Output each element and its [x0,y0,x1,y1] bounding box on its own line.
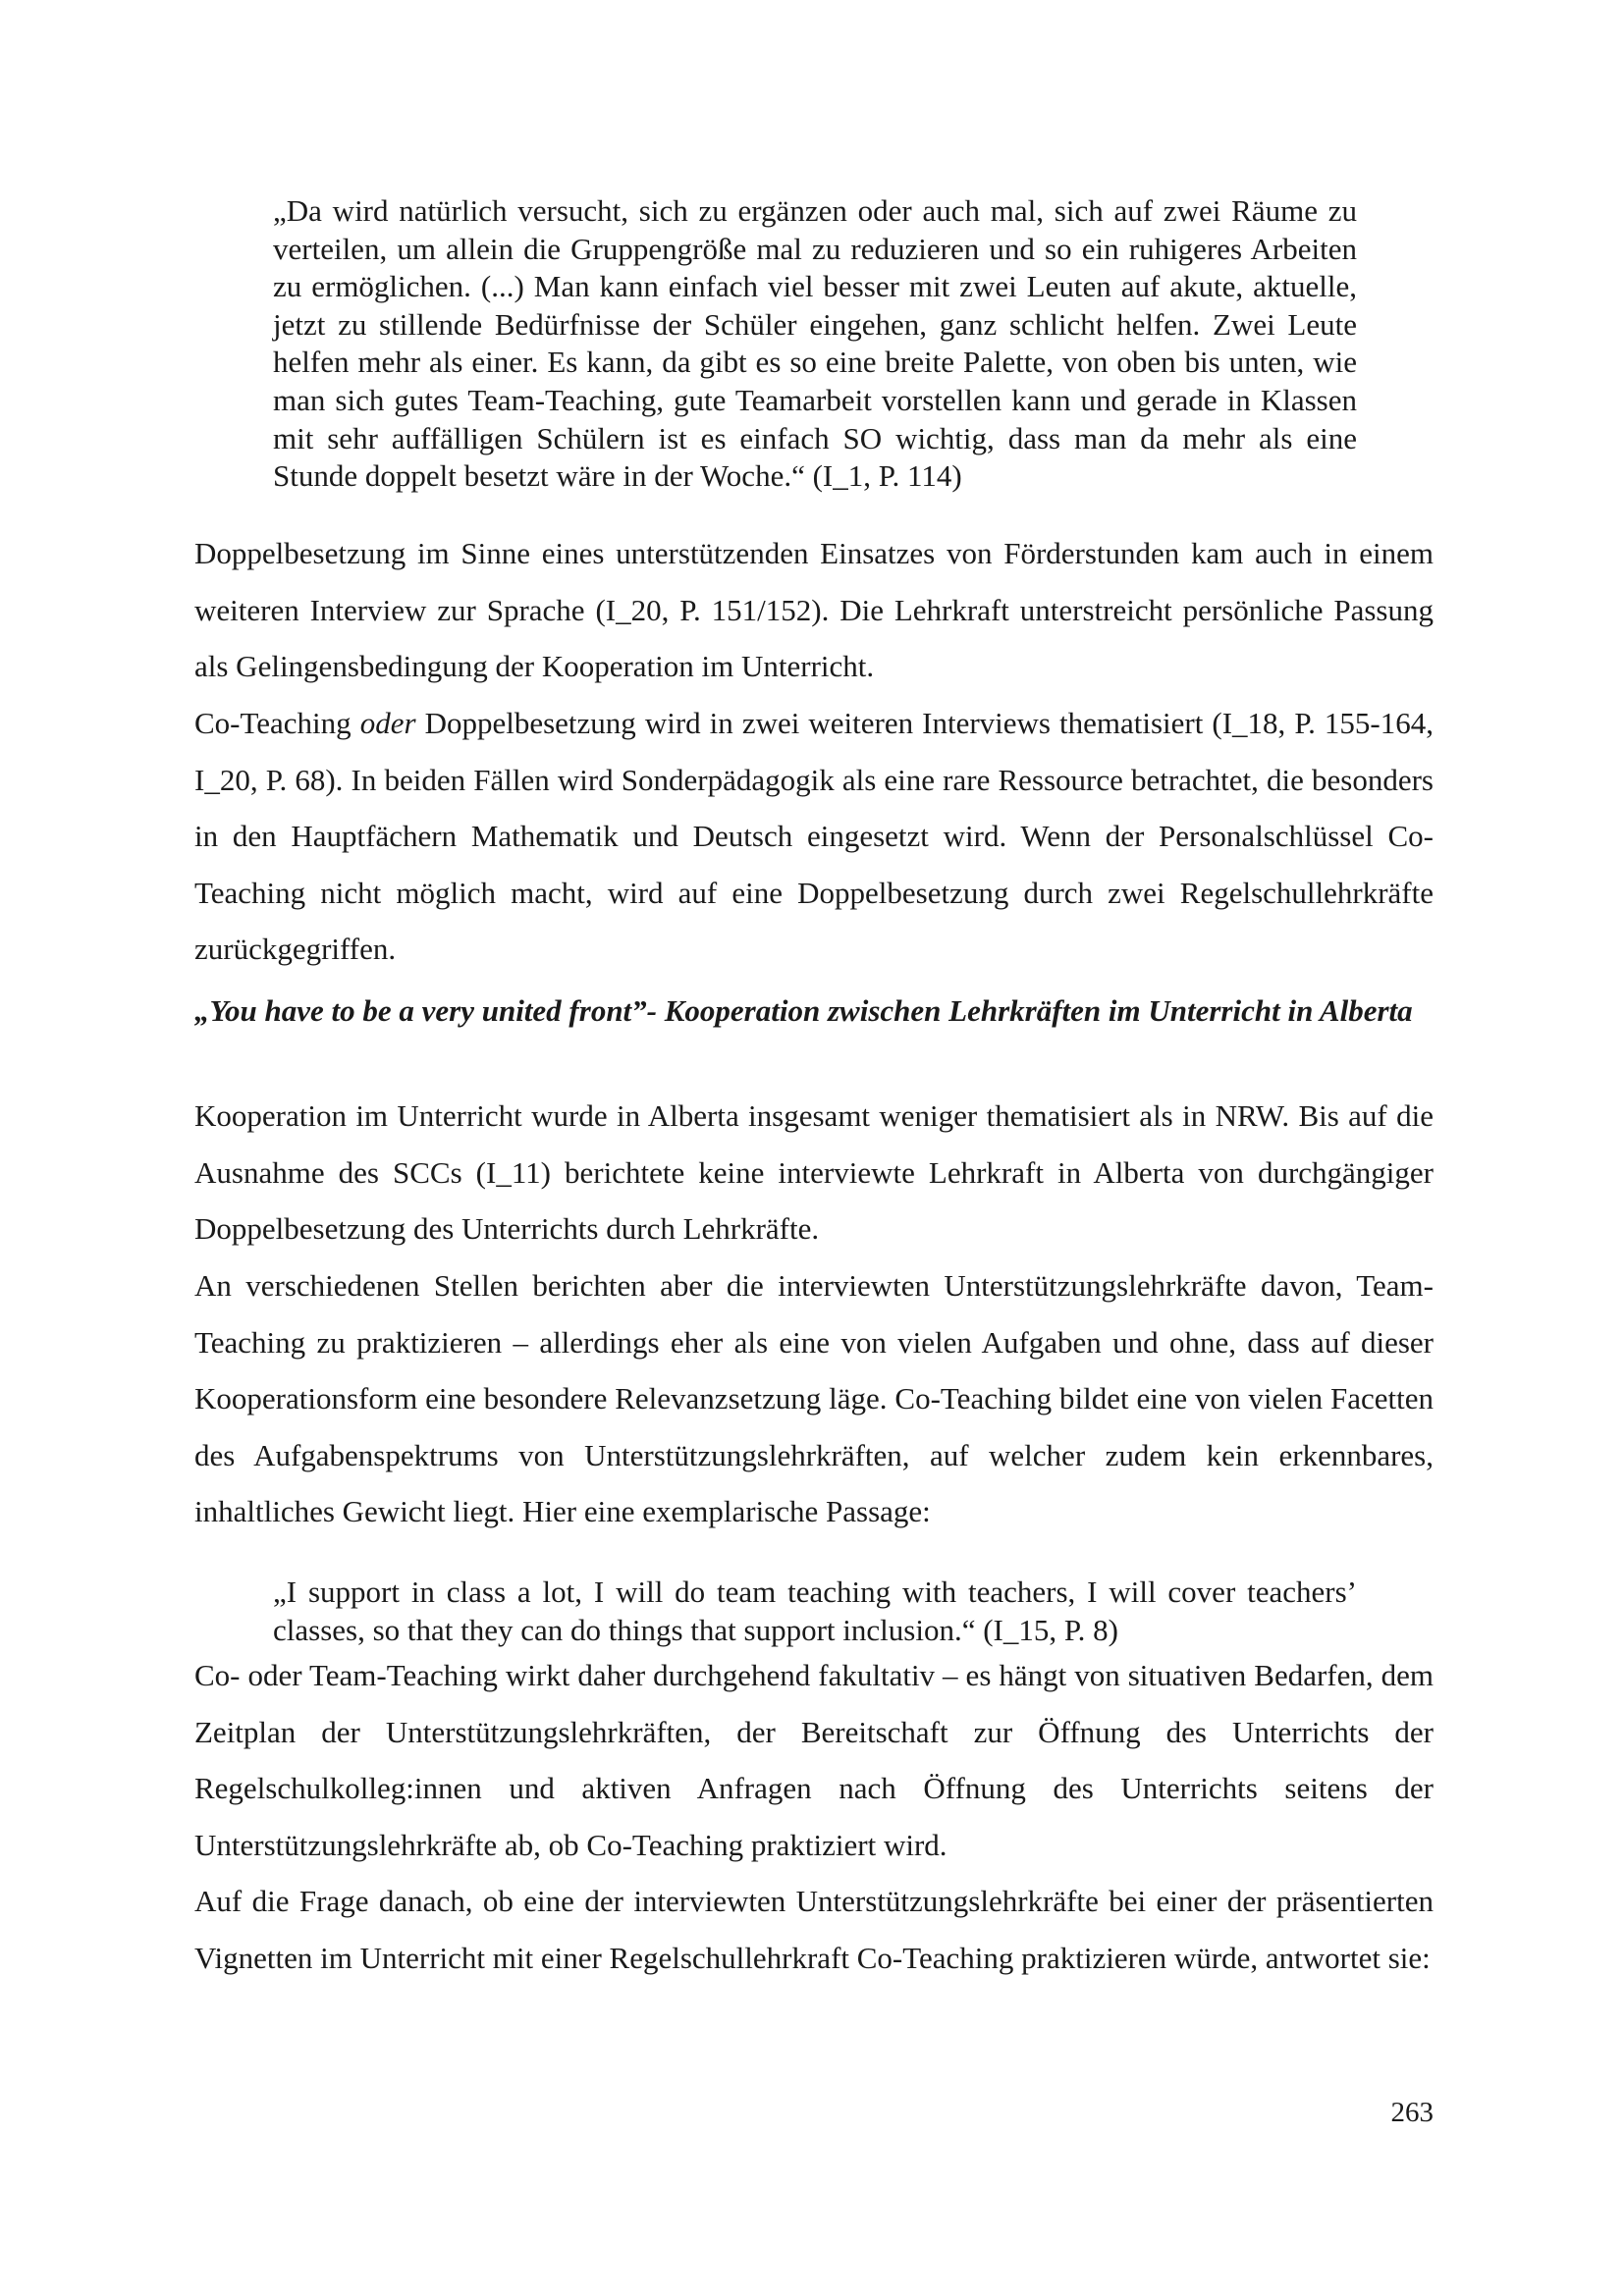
block-quote-2 [273,1574,1357,1649]
body-paragraph-3 [194,1088,1434,1257]
paragraph-text: Auf die Frage danach, ob eine der interviewten Unterstützungslehrkräfte bei einer der präsentierten Vignetten im Unterricht mit einer Regelschullehrkraft Co-Teaching praktizieren würde, antwortet sie: [194,1884,1434,1975]
paragraph-text [194,695,1434,978]
quote-text: „I support in class a lot, I will do team teaching with teachers, I will cover teachers’ classes, so that they can do things that support inclusion.“ (I_15, P. 8) [273,1575,1357,1647]
emphasis-text: oder [359,706,416,740]
body-paragraph-4 [194,1257,1434,1540]
paragraph-text: Doppelbesetzung im Sinne eines unterstützenden Einsatzes von Förderstunden kam auch in einem weiteren Interview zur Sprache (I_20, P. 151/152). Die Lehrkraft unterstreicht persönliche Passung als Gelingensbedingung der Kooperation im Unterricht. [194,536,1434,683]
body-paragraph-5 [194,1647,1434,1873]
block-quote-1 [273,192,1357,496]
paragraph-text: An verschiedenen Stellen berichten aber die interviewten Unterstützungslehrkräfte davon, Team-Teaching zu praktizieren – allerdings eher als eine von vielen Aufgaben und ohne, dass auf dieser Kooperationsform eine besondere Relevanzsetzung läge. Co-Teaching bildet eine von vielen Facetten des Aufgabenspektrums von Unterstützungslehrkräften, auf welcher zudem kein erkennbares, inhaltliches Gewicht liegt. Hier eine exemplarische Passage: [194,1268,1434,1528]
heading-text: „You have to be a very united front”- Kooperation zwischen Lehrkräften im Unterricht in Alberta [194,993,1413,1028]
paragraph-text-start: Co-Teaching [194,706,360,740]
body-paragraph-1 [194,525,1434,695]
paragraph-text: Kooperation im Unterricht wurde in Alberta insgesamt weniger thematisiert als in NRW. Bis auf die Ausnahme des SCCs (I_11) berichtete keine interviewte Lehrkraft in Alberta von durchgängiger Doppelbesetzung des Unterrichts durch Lehrkräfte. [194,1098,1434,1246]
body-paragraph-6 [194,1873,1434,1986]
page-number: 263 [1390,2097,1434,2128]
body-paragraph-2 [194,695,1434,978]
quote-text: „Da wird natürlich versucht, sich zu ergänzen oder auch mal, sich auf zwei Räume zu verteilen, um allein die Gruppengröße mal zu reduzieren und so ein ruhigeres Arbeiten zu ermöglichen. (...) Man kann einfach viel besser mit zwei Leuten auf akute, aktuelle, jetzt zu stillende Bedürfnisse der Schüler eingehen, ganz schlicht helfen. Zwei Leute helfen mehr als einer. Es kann, da gibt es so eine breite Palette, von oben bis unten, wie man sich gutes Team-Teaching, gute Teamarbeit vorstellen kann und gerade in Klassen mit sehr auffälligen Schülern ist es einfach SO wichtig, dass man da mehr als eine Stunde doppelt besetzt wäre in der Woche.“ (I_1, P. 114) [273,193,1357,494]
paragraph-text: Co- oder Team-Teaching wirkt daher durchgehend fakultativ – es hängt von situativen Bedarfen, dem Zeitplan der Unterstützungslehrkräften, der Bereitschaft zur Öffnung des Unterrichts der Regelschulkolleg:innen und aktiven Anfragen nach Öffnung des Unterrichts seitens der Unterstützungslehrkräfte ab, ob Co-Teaching praktiziert wird. [194,1658,1434,1862]
section-heading [194,993,1434,1029]
paragraph-text-rest: Doppelbesetzung wird in zwei weiteren Interviews thematisiert (I_18, P. 155-164, I_20, P. 68). In beiden Fällen wird Sonderpädagogik als eine rare Ressource betrachtet, die besonders in den Hauptfächern Mathematik und Deutsch eingesetzt wird. Wenn der Personalschlüssel Co-Teaching nicht möglich macht, wird auf eine Doppelbesetzung durch zwei Regelschullehrkräfte zurückgegriffen. [194,706,1434,966]
